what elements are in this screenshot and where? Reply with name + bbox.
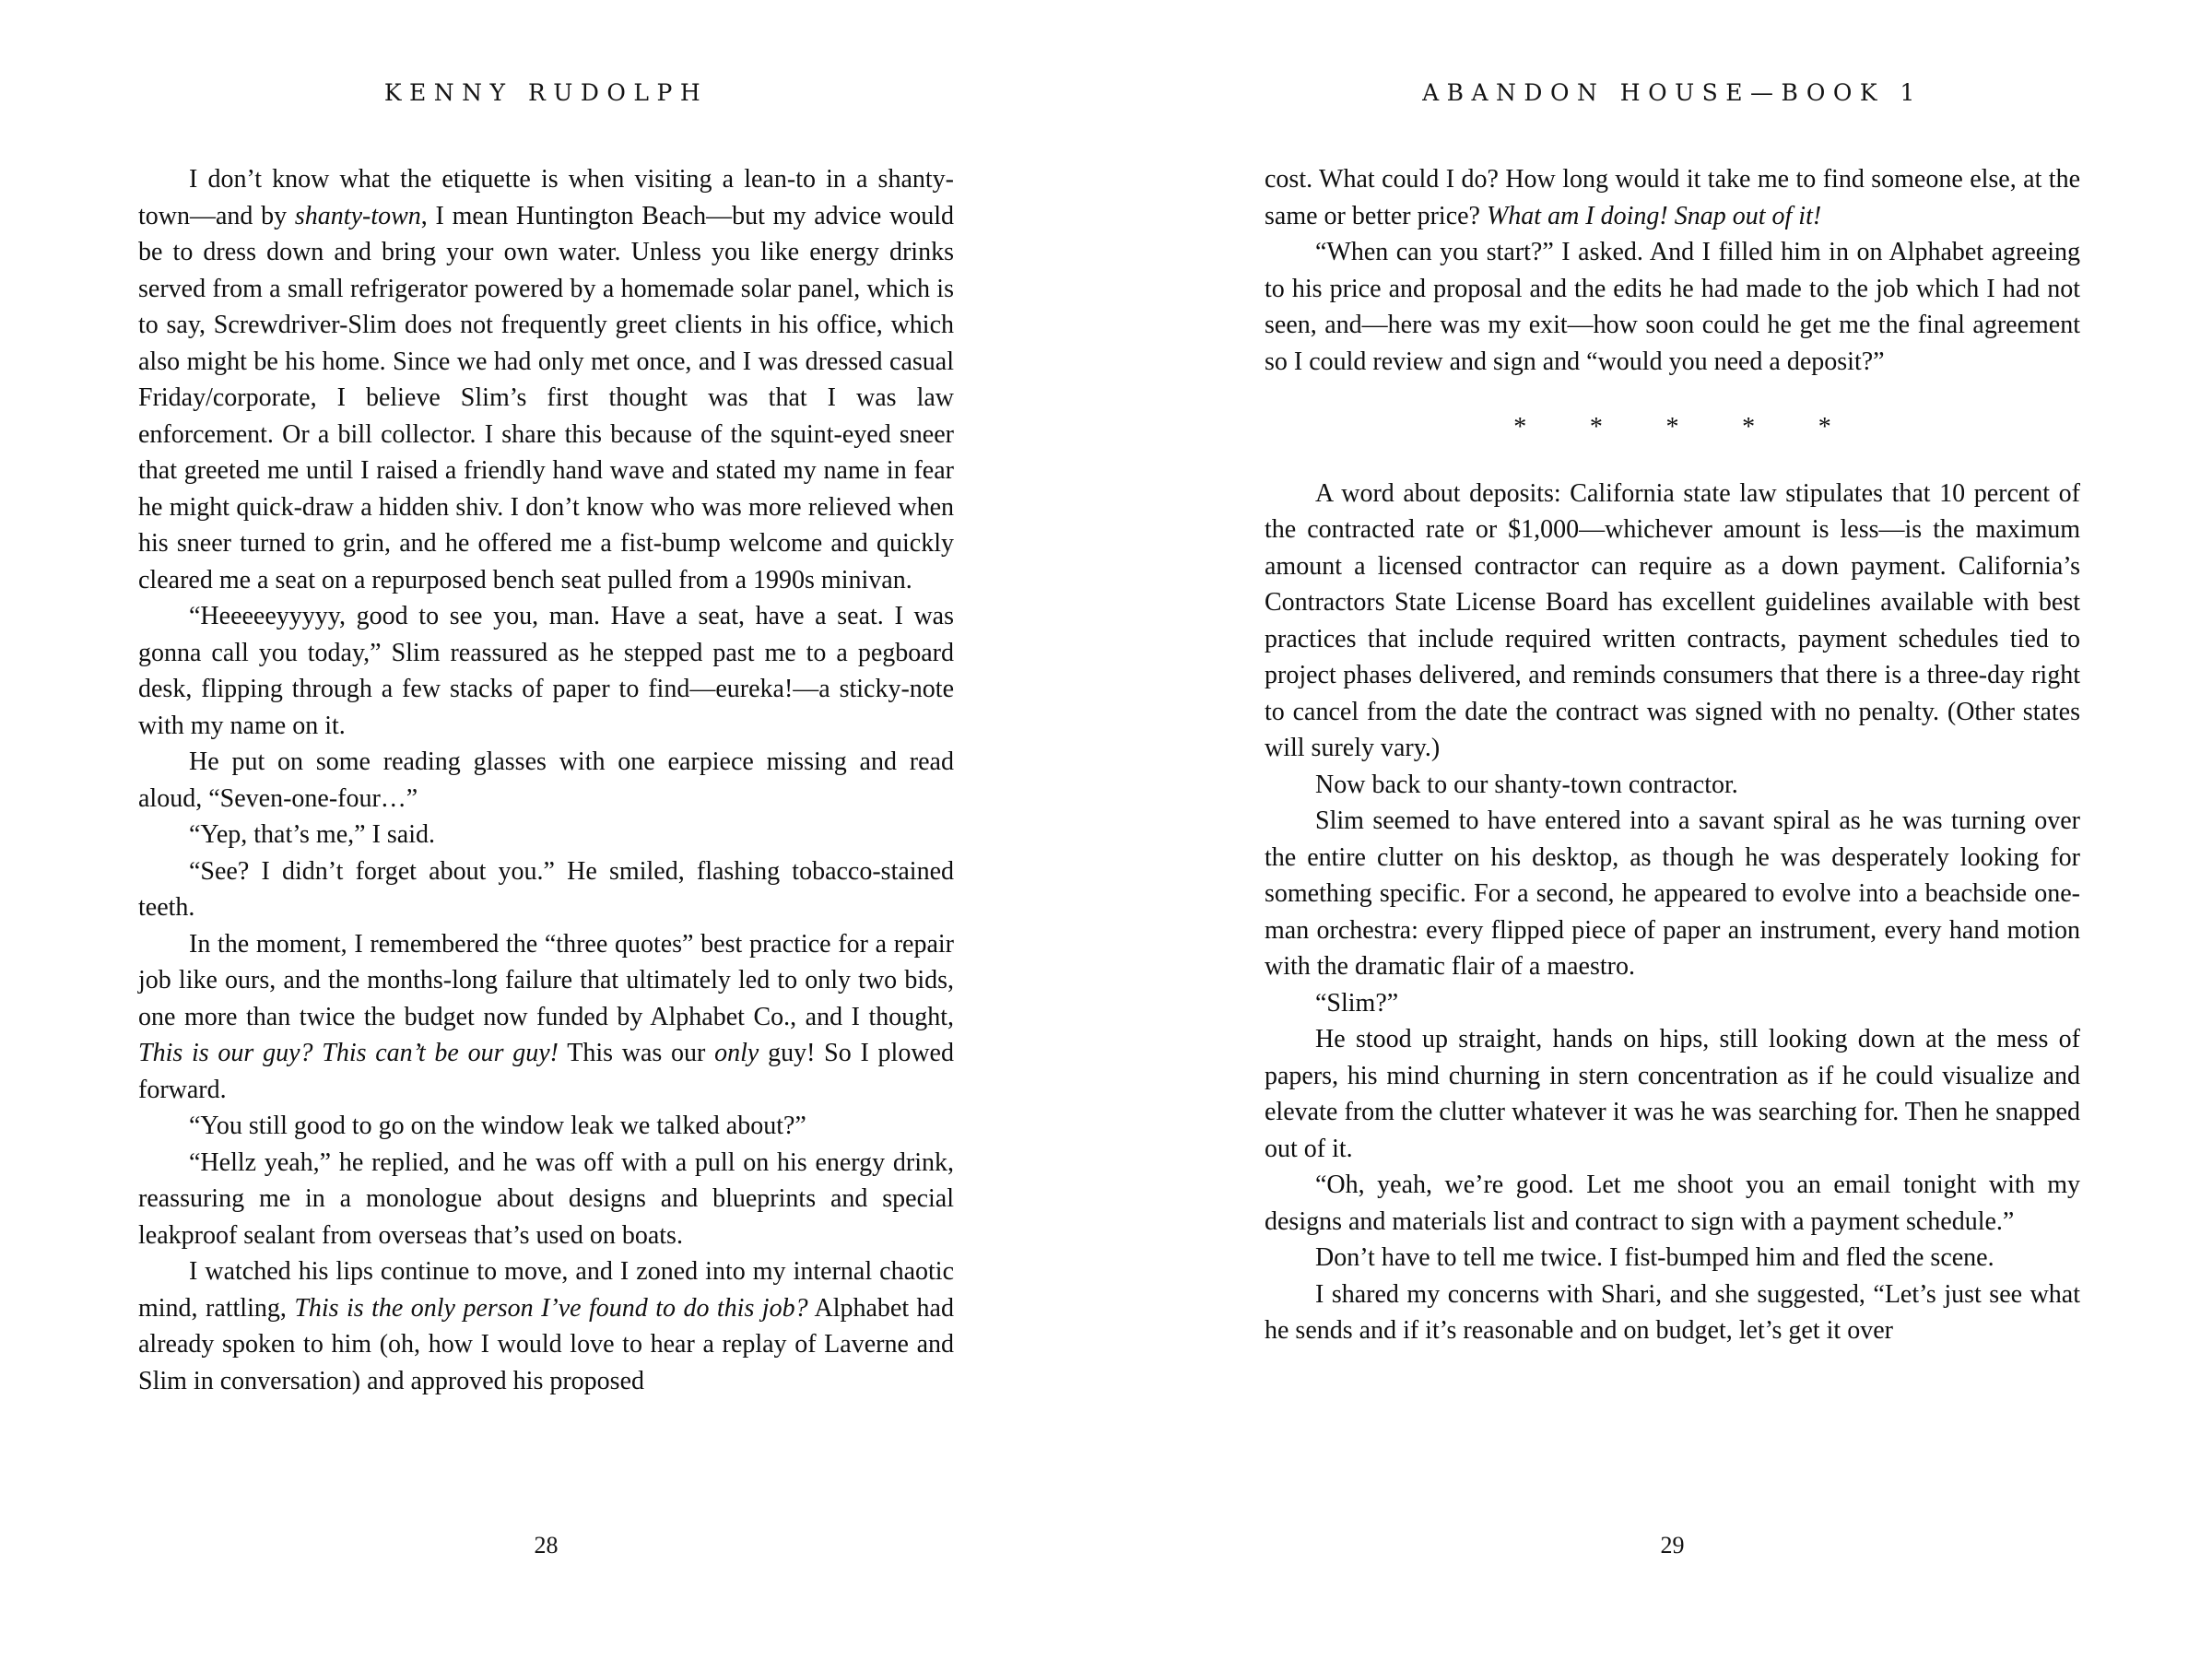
- paragraph: [1265, 1167, 2080, 1240]
- paragraph: [138, 853, 954, 926]
- italic-text: only: [714, 1039, 759, 1067]
- body-text: I don’t know what the etiquette is when visiting a lean-to in a shanty-town—and by: [138, 165, 954, 230]
- body-text: Slim seemed to have entered into a savant spiral as he was turning over the entire clutter on his desktop, as though he was desperately looking for something specific. For a second, he appeared to evolve into a beachside one-man orchestra: every flipped piece of paper an instrument, every hand motion with the dramatic flair of a maestro.: [1265, 806, 2080, 981]
- italic-text: What am I doing! Snap out of it!: [1486, 201, 1822, 230]
- paragraph: [1265, 476, 2080, 767]
- paragraph: [138, 598, 954, 744]
- body-text: I watched his lips continue to move, and I zoned into my internal chaotic mind, rattling,: [138, 1257, 954, 1323]
- running-header-title: ABANDON HOUSE—BOOK 1: [1422, 79, 1923, 106]
- body-text: “Hellz yeah,” he replied, and he was off with a pull on his energy drink, reassuring me in a monologue about designs and blueprints and special leakproof sealant from overseas that’s used on boats.: [138, 1147, 954, 1250]
- paragraph: [1265, 1021, 2080, 1167]
- body-text: “Yep, that’s me,” I said.: [189, 820, 435, 849]
- page-body-right: [1265, 161, 2080, 1349]
- paragraph: [138, 161, 954, 598]
- italic-text: This is the only person I’ve found to do this job?: [294, 1293, 808, 1323]
- body-text: “Oh, yeah, we’re good. Let me shoot you an email tonight with my designs and materials list and contract to sign with a payment schedule.”: [1265, 1171, 2080, 1236]
- page-number-left: 28: [534, 1532, 559, 1559]
- body-text: , I mean Huntington Beach—but my advice would be to dress down and bring your own water. Unless you like energy drinks served from a small refrigerator powered by a homemade solar panel, which is to say, Screwdriver-Slim does not frequently greet clients in his office, which also might be his home. Since we had only met once, and I was dressed casual Friday/corporate, I believe Slim’s first thought was that I was law enforcement. Or a bill collector. I share this because of the squint-eyed sneer that greeted me until I raised a friendly hand wave and stated my name in fear he might quick-draw a hidden shiv. I don’t know who was more relieved when his sneer turned to grin, and he offered me a fist-bump welcome and quickly cleared me a seat on a repurposed bench seat pulled from a 1990s minivan.: [138, 201, 954, 594]
- body-text: A word about deposits: California state law stipulates that 10 percent of the contracted rate or $1,000—whichever amount is less—is the maximum amount a licensed contractor can require as a down payment. California’s Contractors State License Board has excellent guidelines available with best practices that include required written contracts, payment schedules tied to project phases delivered, and reminds consumers that there is a three-day right to cancel from the date the contract was signed with no penalty. (Other states will surely vary.): [1265, 478, 2080, 762]
- page-right: [1265, 79, 2080, 1349]
- page-left: [138, 79, 954, 1399]
- body-text: He put on some reading glasses with one earpiece missing and read aloud, “Seven-one-four…”: [138, 747, 954, 813]
- body-text: This was our: [558, 1039, 715, 1067]
- body-text: “See? I didn’t forget about you.” He smiled, flashing tobacco-stained teeth.: [138, 856, 954, 922]
- body-text: He stood up straight, hands on hips, still looking down at the mess of papers, his mind churning in stern concentration as if he could visualize and elevate from the clutter whatever it was he was searching for. Then he snapped out of it.: [1265, 1025, 2080, 1163]
- body-text: Don’t have to tell me twice. I fist-bumped him and fled the scene.: [1315, 1243, 1994, 1272]
- paragraph: [138, 1108, 954, 1145]
- paragraph: [1265, 985, 2080, 1022]
- body-text: guy! So I plowed forward.: [138, 1039, 954, 1104]
- paragraph: [1265, 767, 2080, 804]
- body-text: Now back to our shanty-town contractor.: [1315, 770, 1738, 799]
- page-number-right: 29: [1660, 1532, 1685, 1559]
- body-text: Alphabet had already spoken to him (oh, how I would love to hear a replay of Laverne and Slim in conversation) and approved his proposed: [138, 1293, 954, 1395]
- paragraph: [138, 1145, 954, 1254]
- body-text: I shared my concerns with Shari, and she suggested, “Let’s just see what he sends and if it’s reasonable and on budget, let’s get it over: [1265, 1279, 2080, 1345]
- paragraph: [138, 926, 954, 1109]
- paragraph: [1265, 1240, 2080, 1277]
- paragraph: [1265, 803, 2080, 985]
- body-text: “You still good to go on the window leak we talked about?”: [189, 1112, 806, 1140]
- body-text: “When can you start?” I asked. And I filled him in on Alphabet agreeing to his price and proposal and the edits he had made to the job which I had not seen, and—here was my exit—how soon could he get me the final agreement so I could review and sign and “would you need a deposit?”: [1265, 238, 2080, 376]
- italic-text: This is our guy? This can’t be our guy!: [138, 1039, 559, 1067]
- body-text: In the moment, I remembered the “three quotes” best practice for a repair job like ours, and the months-long failure that ultimately led to only two bids, one more than twice the budget now funded by Alphabet Co., and I thought,: [138, 929, 954, 1031]
- paragraph: [138, 817, 954, 853]
- running-header-author: KENNY RUDOLPH: [383, 79, 709, 106]
- body-text: “Heeeeeyyyyy, good to see you, man. Have a seat, have a seat. I was gonna call you today,” Slim reassured as he stepped past me to a pegboard desk, flipping through a few stacks of paper to find—eureka!—a sticky-note with my name on it.: [138, 602, 954, 740]
- italic-text: shanty-town: [294, 201, 421, 230]
- paragraph: [1265, 161, 2080, 234]
- section-divider: * * * * *: [1513, 413, 1831, 441]
- paragraph: [1265, 1277, 2080, 1349]
- paragraph: [1265, 234, 2080, 380]
- paragraph: [138, 1253, 954, 1399]
- body-text: cost. What could I do? How long would it take me to find someone else, at the same or better price?: [1265, 165, 2080, 230]
- page-body-left: [138, 161, 954, 1399]
- body-text: “Slim?”: [1315, 988, 1399, 1018]
- paragraph: [138, 744, 954, 817]
